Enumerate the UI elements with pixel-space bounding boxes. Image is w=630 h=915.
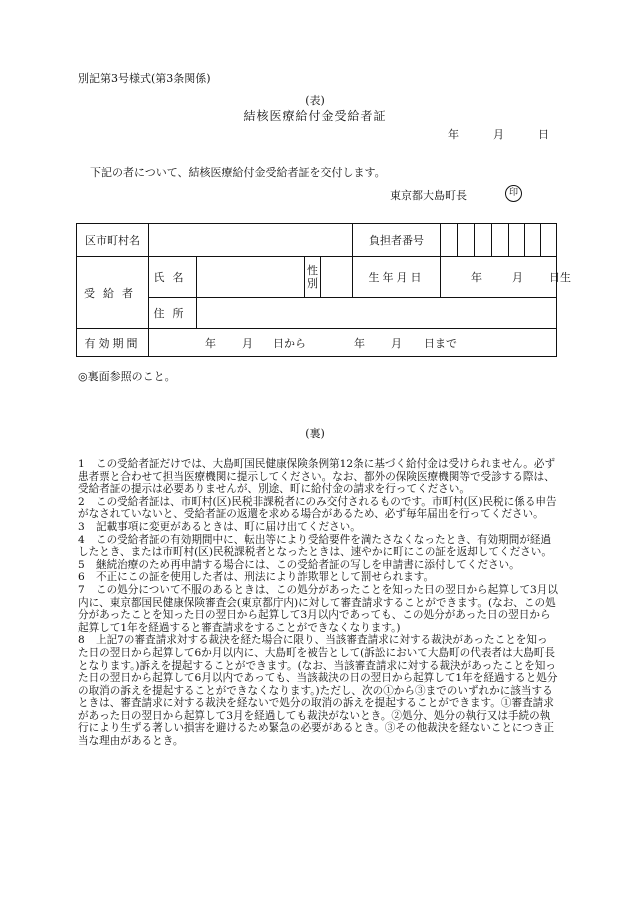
- front-side-label: (表): [305, 94, 325, 107]
- rule-number: 3: [78, 520, 85, 533]
- birth-date-label: 生年月日: [368, 271, 425, 284]
- sex-label-top: 性: [307, 264, 318, 277]
- municipality-label-cell: [77, 224, 149, 257]
- address-field[interactable]: [197, 298, 557, 329]
- rule-text: 継続治療のため再申請する場合には、この受給者証の写しを申請書に添付してください。: [96, 558, 520, 571]
- intro-sentence: 下記の者について、結核医療給付金受給者証を交付します。: [90, 166, 386, 179]
- birth-year-label: 年: [471, 271, 482, 284]
- sex-field[interactable]: [321, 257, 353, 298]
- name-label: 氏名: [153, 271, 192, 284]
- rule-item: [78, 496, 558, 521]
- back-side-label: (裏): [305, 427, 325, 440]
- birth-month-label: 月: [512, 271, 523, 284]
- rule-number: 8: [78, 634, 85, 647]
- validity-period-field[interactable]: [149, 329, 557, 357]
- to-month-label: 月: [391, 336, 402, 350]
- payer-number-digit-2[interactable]: [458, 224, 475, 257]
- payer-number-digit-1[interactable]: [441, 224, 458, 257]
- sex-label-cell: [305, 257, 321, 298]
- certificate-title: 結核医療給付金受給者証: [243, 109, 387, 123]
- validity-label-cell: [77, 329, 149, 357]
- rule-item: [78, 584, 558, 634]
- rule-number: 5: [78, 558, 85, 571]
- municipality-field[interactable]: [149, 224, 353, 257]
- address-label-cell: [149, 298, 197, 329]
- rule-item: [78, 559, 558, 572]
- issuer-name: 東京都大島町長: [390, 189, 467, 202]
- form-number-label: 別記第3号様式(第3条関係): [78, 72, 211, 85]
- address-label: 住所: [153, 307, 192, 320]
- rule-text: 記載事項に変更があるときは、町に届け出てください。: [96, 520, 361, 533]
- rule-item: [78, 634, 558, 747]
- name-label-cell: [149, 257, 197, 298]
- sex-label-bottom: 別: [307, 277, 318, 290]
- from-month-label: 月: [242, 336, 253, 350]
- rule-text: この処分について不服のあるときは、この処分があったことを知った日の翌日から起算して3月以内に、東京都国民健康保険審査会(東京都庁内)に対して審査請求することができます。(なお、この処分があったことを知った日の翌日から起算して3月以内であっても、この処分があった日の翌日から起算して1年を経過すると審査請求をすることができなくなります。): [78, 583, 558, 634]
- payer-number-label-cell: [353, 224, 441, 257]
- rule-item: [78, 534, 558, 559]
- payer-number-digit-5[interactable]: [509, 224, 525, 257]
- rule-number: 2: [78, 495, 85, 508]
- rule-number: 4: [78, 533, 85, 546]
- rule-text: 不正にこの証を使用した者は、刑法により詐欺罪として罰せられます。: [96, 571, 435, 584]
- to-year-label: 年: [354, 336, 365, 350]
- rule-number: 7: [78, 583, 85, 596]
- validity-period-label: 有効期間: [84, 336, 141, 350]
- payer-number-digit-6[interactable]: [525, 224, 541, 257]
- rule-item: [78, 458, 558, 496]
- payer-number-digit-3[interactable]: [475, 224, 492, 257]
- rule-item: [78, 521, 558, 534]
- issue-year-label: 年: [448, 128, 459, 141]
- payer-number-label: 負担者番号: [369, 234, 424, 247]
- rule-text: この受給者証だけでは、大島町国民健康保険条例第12条に基づく給付金は受けられません。必ず患者票と合わせて担当医療機関に提示してください。なお、都外の保険医療機関等で受診する際は、受給者証の提示は必要ありませんが、別途、町に給付金の請求を行ってください。: [78, 458, 556, 496]
- from-day-label: 日から: [273, 336, 306, 350]
- municipality-label: 区市町村名: [85, 234, 140, 247]
- reverse-side-note: ◎裏面参照のこと。: [78, 370, 176, 383]
- issue-month-label: 月: [493, 128, 504, 141]
- rule-text: この受給者証の有効期間中に、転出等により受給要件を満たさなくなったとき、有効期間が経過したとき、または市町村(区)民税課税者となったときは、速やかに町にこの証を返却してください。: [78, 533, 552, 559]
- birth-date-field[interactable]: [441, 257, 571, 298]
- name-field[interactable]: [197, 257, 305, 298]
- payer-number-digit-7[interactable]: [541, 224, 557, 257]
- recipient-label-cell: [77, 257, 149, 329]
- recipient-label: 受給者: [84, 286, 141, 300]
- certificate-table: [76, 223, 571, 357]
- issue-date: [448, 126, 549, 142]
- rule-number: 6: [78, 571, 85, 584]
- rules-list: [78, 458, 558, 748]
- rule-number: 1: [78, 458, 85, 470]
- to-day-label: 日まで: [424, 336, 457, 350]
- rule-text: 上記7の審査請求対する裁決を経た場合に限り、当該審査請求に対する裁決があったことを知った日の翌日から起算して6か月以内に、大島町を被告として(訴訟において大島町の代表者は大島町長となります。)訴えを提起することができます。(なお、当該審査請求に対する裁決があったことを知った日の翌日から起算して6月以内であっても、当該裁決の日の翌日から起算して1年を経過すると処分の取消の訴えを提起することができなくなります。)ただし、次の①から③までのいずれかに該当するときは、審査請求に対する裁決を経ないで処分の取消の訴えを提起することができます。①審査請求があった日の翌日から起算して3月を経過しても裁決がないとき。②処分、処分の執行又は手続の執行により生ずる著しい損害を避けるため緊急の必要があるとき。③その他裁決を経ないことにつき正当な理由があるとき。: [78, 634, 558, 748]
- rule-text: この受給者証は、市町村(区)民税非課税者にのみ交付されるものです。市町村(区)民税に係る申告がなされていないと、受給者証の返還を求める場合があるため、必ず毎年届出を行ってください。: [78, 495, 557, 521]
- rule-item: [78, 571, 558, 584]
- birth-day-label: 日生: [549, 271, 571, 284]
- payer-number-digit-4[interactable]: [492, 224, 509, 257]
- birth-label-cell: [353, 257, 441, 298]
- issue-day-label: 日: [538, 128, 549, 141]
- from-year-label: 年: [205, 336, 216, 350]
- seal-stamp-icon: 印: [505, 185, 522, 202]
